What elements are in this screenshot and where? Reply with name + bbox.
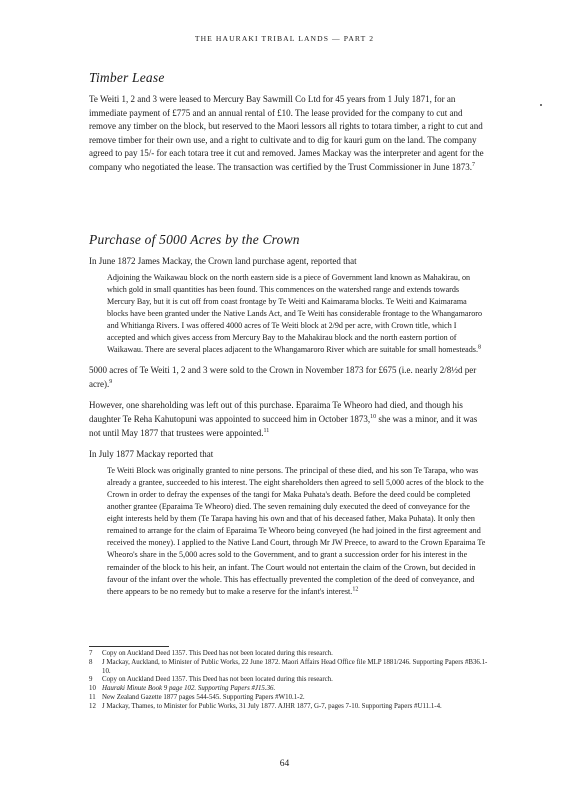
- footnote-number: 11: [89, 693, 96, 701]
- footnote-text: Hauraki Minute Book 9 page 102. Supporting Papers #J15.36.: [102, 685, 276, 693]
- stray-mark: [540, 104, 542, 106]
- quote-text: Adjoining the Waikawau block on the north eastern side is a piece of Government land known as Mahakirau, on which gold in small quantities has been found. This commences on the watershed range and extends towards Mercury Bay, but it is cut off from coast frontage by Te Weiti and Kaimarama blocks. Te Weiti and Kaimarama blocks have been granted under the Native Lands Act, and Te Weiti has considerable frontage to the Whangamaroro and Whitianga Rivers. I was offered 4000 acres of Te Weiti block at 2/9d per acre, with Crown title, which I accepted and which gives access from Mercury Bay to the Mahakirau block and the north eastern portion of Waikawau. There are several places adjacent to the Whangamaroro River which are suitable for small homesteads.: [107, 272, 483, 355]
- footnote-number: 12: [89, 702, 96, 710]
- paragraph: In June 1872 James Mackay, the Crown land purchase agent, reported that: [89, 256, 357, 266]
- block-quote: [107, 272, 486, 357]
- paragraph-text: 5000 acres of Te Weiti 1, 2 and 3 were sold to the Crown in November 1873 for £675 (i.e. nearly 2/8½d per acre).: [89, 365, 477, 389]
- footnote-text: J Mackay, Thames, to Minister for Public Works, 31 July 1877. AJHR 1877, G-7, pages 7-10. Supporting Papers #U11.1-4.: [102, 702, 442, 710]
- footnote-number: 10: [89, 685, 96, 693]
- paragraph: In July 1877 Mackay reported that: [89, 449, 214, 460]
- footnote-text: Copy on Auckland Deed 1357. This Deed has not been located during this research.: [102, 650, 333, 657]
- footnote: [89, 694, 489, 703]
- footnote: [89, 676, 489, 685]
- footnote-text: J Mackay, Auckland, to Minister of Public Works, 22 June 1872. Maori Affairs Head Office file MLP 1881/246. Supporting Papers #B36.1-10.: [102, 658, 488, 675]
- section-heading: Purchase of 5000 Acres by the Crown: [89, 232, 300, 247]
- block-quote: [107, 465, 486, 598]
- section-heading: Timber Lease: [89, 70, 165, 85]
- footnote-number: 7: [89, 650, 93, 657]
- footnote: [89, 685, 489, 694]
- footnotes: [89, 650, 489, 712]
- footnote: [89, 650, 489, 659]
- footnote: [89, 659, 489, 677]
- section-timber-lease: [89, 70, 486, 175]
- paragraph-text: However, one shareholding was left out of this purchase. Eparaima Te Wheoro had died, and though his daughter Te Reha Kahutopuni was appointed to succeed him in October 1873,: [89, 400, 463, 425]
- section-purchase: [89, 232, 486, 598]
- footnote-ref: 10: [370, 414, 377, 421]
- running-header: THE HAURAKI TRIBAL LANDS — PART 2: [194, 34, 375, 43]
- page-number: 64: [279, 759, 290, 769]
- footnote-ref: 12: [352, 586, 359, 593]
- footnote-text: Copy on Auckland Deed 1357. This Deed has not been located during this research.: [102, 676, 333, 684]
- quote-text: Te Weiti Block was originally granted to nine persons. The principal of these died, and his son Te Tarapa, who was already a grantee, succeeded to his interest. The eight shareholders then agreed to sell 5,000 acres of the block to the Crown in order to defray the expenses of the tangi for Maka Puhata's death. Before the deed could be completed another grantee (Eparaima Te Wheoro) died. The seven remaining duly executed the deed of conveyance for the eight interests held by them (Te Tarapa having his own and that of his deceased father, Maka Puhata). It only then remained to arrange for the claim of Eparaima Te Wheoro being conveyed (he had joined in the first agreement and received the money). I applied to the Native Land Court, through Mr JW Preece, to award to the Crown Eparaima Te Wheoro's share in the 5,000 acres sold to the Government, and to grant a succession order for his interest in the remainder of the block to his heir, an infant. The Court would not entertain the claim of the Crown, but decided in favour of the infant over the whole. This has effectually prevented the completion of the deed of conveyance, and there appears to be no remedy but to make a reserve for the infant's interest.: [107, 465, 486, 596]
- footnote-ref: 7: [472, 161, 476, 168]
- footnote-ref: 8: [477, 344, 481, 351]
- footnote-text: New Zealand Gazette 1877 pages 544-545. Supporting Papers #W10.1-2.: [102, 693, 305, 701]
- paragraph: [89, 364, 486, 391]
- footnote-divider: [89, 646, 169, 647]
- paragraph-text: Te Weiti 1, 2 and 3 were leased to Mercury Bay Sawmill Co Ltd for 45 years from 1 July 1871, for an immediate payment of £775 and an annual rental of £10. The lease provided for the company to cut and remove any timber on the block, but reserved to the Maori lessors all rights to totara timber, a right to cut and remove timber for their own use, and a right to cultivate and to dig for kauri gum on the land. The company agreed to pay 15/- for each totara tree it cut and removed. James Mackay was the interpreter and agent for the company who negotiated the lease. The transaction was certified by the Trust Commissioner in June 1873.: [89, 94, 484, 172]
- paragraph: [89, 93, 486, 175]
- footnote-number: 9: [89, 676, 93, 684]
- footnote-ref: 11: [263, 427, 270, 434]
- footnote-number: 8: [89, 658, 93, 666]
- paragraph: [89, 399, 486, 440]
- footnote: [89, 703, 489, 712]
- paragraph-text: she was a minor, and it was not until May 1877 that trustees were appointed.: [89, 414, 478, 438]
- footnote-ref: 9: [109, 378, 113, 385]
